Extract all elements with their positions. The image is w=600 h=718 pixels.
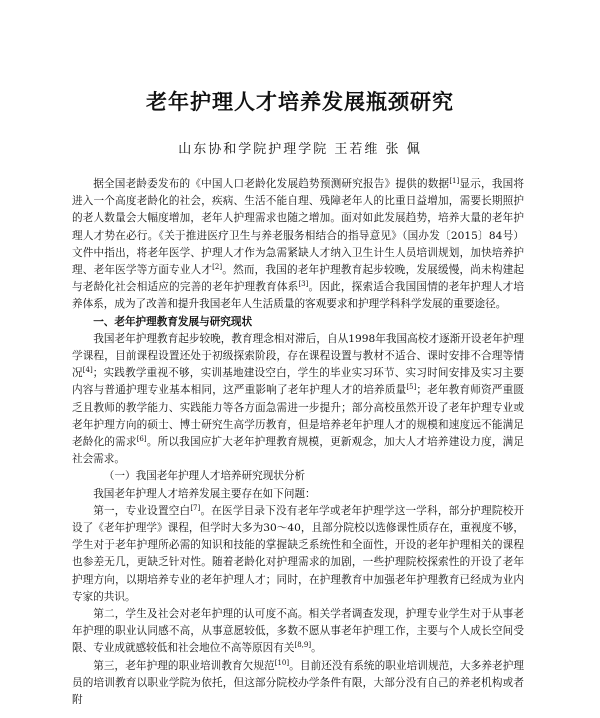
body-paragraph: 第三，老年护理的职业培训教育欠规范[10]。目前还没有系统的职业培训规范，大多养老护理员的培训教育以职业学院为依托，但这部分院校办学条件有限，大部分没有自己的养老机构或者附 (72, 658, 525, 707)
paper-title: 老年护理人才培养发展瓶颈研究 (146, 90, 454, 114)
body-paragraph: 第一，专业设置空白[7]。在医学目录下没有老年学或老年护理学这一学科，部分护理院校开设了《老年护理学》课程，但学时大多为30～40，且部分院校以选修课性质存在，重视度不够，学生对于老年护理所必需的知识和技能的掌握缺乏系统性和全面性，开设的老年护理相关的课程也参差无几，更缺乏针对性。随着老龄化对护理需求的加剧，一些护理院校探索性的开设了老年护理方向，以期培养专业的老年护理人才；同时，在护理教育中加强老年护理教育已经成为业内专家的共识。 (72, 503, 525, 603)
body-paragraph: 第二，学生及社会对老年护理的认可度不高。相关学者调查发现，护理专业学生对于从事老年护理的职业认同感不高，从事意愿较低，多数不愿从事老年护理工作，主要与个人成长空间受限、专业成就感较低和社会地位不高等原因有关[8,9]。 (72, 608, 524, 655)
subsection-heading: （一）我国老年护理人才培养研究现状分析 (103, 470, 306, 483)
body-paragraph: 我国老年护理教育起步较晚，教育理念相对滞后，自从1998年我国高校才逐渐开设老年护理学课程，目前课程设置还处于初级探索阶段，存在课程设置与教材不适合、课时安排不合理等情况[4]；实践教学重视不够，实训基地建设空白，学生的毕业实习环节、实习时间安排及实习主要内容与普通护理专业基本相同，这严重影响了老年护理人才的培养质量[5]；老年教育师资严重匮乏且教师的教学能力、实践能力等各方面急需进一步提升；部分高校虽然开设了老年护理专业或老年护理方向的硕士、博士研究生高学历教育，但是培养老年护理人才的规模和速度远不能满足老龄化的需求[6]。所以我国应扩大老年护理教育规模，更新观念，加大人才培养建设力度，满足社会需求。 (72, 332, 525, 466)
paper-body (72, 176, 524, 709)
body-paragraph: 我国老年护理人才培养发展主要存在如下问题： (93, 487, 316, 500)
section-heading: 一、老年护理教育发展与研究现状 (93, 315, 253, 328)
author-line: 山东协和学院护理学院 王若维 张 佩 (178, 142, 422, 157)
body-paragraph: 据全国老龄委发布的《中国人口老龄化发展趋势预测研究报告》提供的数据[1]显示，我国将进入一个高度老龄化的社会，疾病、生活不能自理、残障老年人的比重日益增加，需要长期照护的老人数量会大幅度增加，老年人护理需求也随之增加。面对如此发展趋势，培养大量的老年护理人才势在必行。《关于推进医疗卫生与养老服务相结合的指导意见》（国办发〔2015〕84号）文件中指出，将老年医学、护理人才作为急需紧缺人才纳入卫生计生人员培训规划，加快培养护理、老年医学等方面专业人才[2]。然而，我国的老年护理教育起步较晚，发展缓慢，尚未构建起与老龄化社会相适应的完善的老年护理教育体系[3]。因此，探索适合我国国情的老年护理人才培养体系，成为了改善和提升我国老年人生活质量的客观要求和护理学科科学发展的重要途径。 (72, 177, 525, 311)
